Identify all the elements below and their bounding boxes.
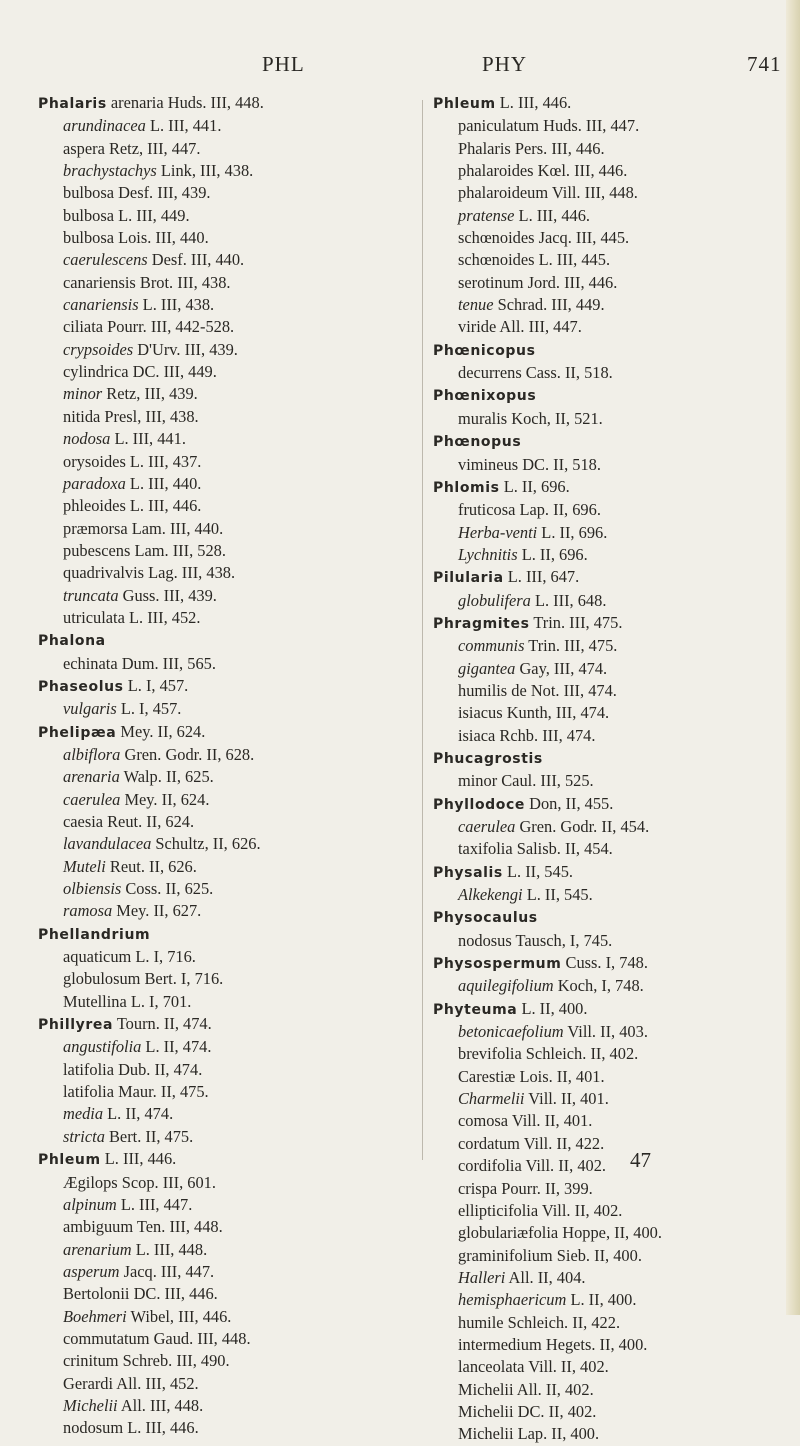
species-text: latifolia Dub. II, 474. <box>63 1059 203 1079</box>
species-entry <box>38 878 413 900</box>
species-entry <box>38 991 413 1013</box>
species-text: serotinum Jord. III, 446. <box>458 272 618 292</box>
running-header <box>0 52 800 92</box>
species-text: nodosa L. III, 441. <box>63 429 186 449</box>
genus-name: Phœnicopus <box>433 342 536 359</box>
species-text: Muteli Reut. II, 626. <box>63 856 197 876</box>
genus-entry <box>433 92 783 115</box>
genus-reference: Don, II, 455. <box>529 793 614 813</box>
species-entry <box>433 316 783 338</box>
species-text: Michelii Lap. II, 400. <box>458 1424 600 1444</box>
species-entry <box>38 451 413 473</box>
genus-reference: Cuss. I, 748. <box>565 953 648 973</box>
genus-reference: Trin. III, 475. <box>533 612 623 632</box>
species-text: viride All. III, 447. <box>458 317 582 337</box>
species-entry <box>38 1283 413 1305</box>
species-entry <box>38 946 413 968</box>
species-entry <box>433 249 783 271</box>
species-text: communis Trin. III, 475. <box>458 636 618 656</box>
species-text: phleoides L. III, 446. <box>63 496 202 516</box>
species-entry <box>38 339 413 361</box>
species-entry <box>38 1395 413 1417</box>
species-entry <box>433 702 783 724</box>
genus-reference: L. II, 696. <box>503 476 570 496</box>
species-entry <box>38 562 413 584</box>
species-text: lavandulacea Schultz, II, 626. <box>63 834 261 854</box>
species-entry <box>433 770 783 792</box>
species-entry <box>38 1350 413 1372</box>
species-text: caerulescens Desf. III, 440. <box>63 250 245 270</box>
species-text: truncata Guss. III, 439. <box>63 585 217 605</box>
species-text: schœnoides Jacq. III, 445. <box>458 228 630 248</box>
species-entry <box>38 1373 413 1395</box>
species-text: cordatum Vill. II, 422. <box>458 1133 605 1153</box>
species-entry <box>433 1110 783 1132</box>
species-text: bulbosa L. III, 449. <box>63 205 190 225</box>
genus-entry <box>433 476 783 499</box>
species-entry <box>433 1222 783 1244</box>
species-entry <box>433 522 783 544</box>
genus-entry <box>433 339 783 362</box>
species-text: orysoides L. III, 437. <box>63 451 202 471</box>
species-text: Michelii All. III, 448. <box>63 1395 204 1415</box>
species-entry <box>38 1417 413 1439</box>
genus-entry <box>433 906 783 929</box>
genus-reference: Tourn. II, 474. <box>116 1014 212 1034</box>
species-entry <box>38 698 413 720</box>
species-text: Carestiæ Lois. II, 401. <box>458 1066 605 1086</box>
genus-name: Phaseolus <box>38 678 124 695</box>
species-entry <box>433 1088 783 1110</box>
species-text: crinitum Schreb. III, 490. <box>63 1351 230 1371</box>
species-text: vulgaris L. I, 457. <box>63 699 182 719</box>
species-entry <box>433 1423 783 1445</box>
species-text: ellipticifolia Vill. II, 402. <box>458 1200 623 1220</box>
species-entry <box>433 1066 783 1088</box>
species-entry <box>38 1328 413 1350</box>
species-entry <box>433 1155 783 1177</box>
species-text: cordifolia Vill. II, 402. <box>458 1156 607 1176</box>
species-entry <box>433 1043 783 1065</box>
species-text: bulbosa Desf. III, 439. <box>63 183 211 203</box>
species-entry <box>433 205 783 227</box>
genus-entry <box>433 566 783 589</box>
species-text: lanceolata Vill. II, 402. <box>458 1357 609 1377</box>
species-entry <box>433 1021 783 1043</box>
species-entry <box>38 1306 413 1328</box>
species-entry <box>433 1356 783 1378</box>
species-text: Lychnitis L. II, 696. <box>458 544 588 564</box>
species-text: pubescens Lam. III, 528. <box>63 540 226 560</box>
species-text: brachystachys Link, III, 438. <box>63 161 254 181</box>
genus-reference: Mey. II, 624. <box>120 721 206 741</box>
species-text: brevifolia Schleich. II, 402. <box>458 1044 639 1064</box>
species-entry <box>38 518 413 540</box>
species-text: comosa Vill. II, 401. <box>458 1111 593 1131</box>
species-text: Gerardi All. III, 452. <box>63 1373 199 1393</box>
species-entry <box>38 1216 413 1238</box>
genus-entry <box>38 1148 413 1171</box>
species-entry <box>38 1059 413 1081</box>
species-entry <box>433 975 783 997</box>
species-text: tenue Schrad. III, 449. <box>458 295 605 315</box>
species-entry <box>433 884 783 906</box>
species-text: vimineus DC. II, 518. <box>458 454 601 474</box>
genus-name: Phragmites <box>433 615 530 632</box>
species-entry <box>38 856 413 878</box>
column-divider <box>422 100 423 1160</box>
species-entry <box>38 811 413 833</box>
species-text: aquilegifolium Koch, I, 748. <box>458 976 644 996</box>
species-text: præmorsa Lam. III, 440. <box>63 518 224 538</box>
genus-reference: L. II, 400. <box>521 998 588 1018</box>
species-text: angustifolia L. II, 474. <box>63 1037 212 1057</box>
species-text: Michelii All. II, 402. <box>458 1379 594 1399</box>
species-entry <box>433 1200 783 1222</box>
genus-reference: L. II, 545. <box>506 861 573 881</box>
species-text: olbiensis Coss. II, 625. <box>63 879 214 899</box>
species-entry <box>38 900 413 922</box>
species-entry <box>433 725 783 747</box>
species-entry <box>433 930 783 952</box>
species-text: nodosum L. III, 446. <box>63 1418 199 1438</box>
species-entry <box>38 361 413 383</box>
genus-name: Phleum <box>433 96 496 112</box>
species-entry <box>38 585 413 607</box>
species-text: paradoxa L. III, 440. <box>63 473 202 493</box>
genus-entry <box>38 675 413 698</box>
species-entry <box>38 1081 413 1103</box>
species-entry <box>433 1267 783 1289</box>
species-text: alpinum L. III, 447. <box>63 1194 193 1214</box>
species-text: albiflora Gren. Godr. II, 628. <box>63 744 255 764</box>
species-entry <box>38 160 413 182</box>
species-text: arenaria Walp. II, 625. <box>63 767 214 787</box>
species-entry <box>38 205 413 227</box>
species-entry <box>433 182 783 204</box>
species-text: globulosum Bert. I, 716. <box>63 969 224 989</box>
genus-entry <box>38 721 413 744</box>
species-text: echinata Dum. III, 565. <box>63 653 216 673</box>
species-text: Mutellina L. I, 701. <box>63 991 192 1011</box>
species-text: betonicaefolium Vill. II, 403. <box>458 1022 648 1042</box>
species-entry <box>433 408 783 430</box>
species-text: decurrens Cass. II, 518. <box>458 363 613 383</box>
species-text: minor Retz, III, 439. <box>63 384 198 404</box>
genus-name: Phalaris <box>38 96 107 112</box>
genus-name: Phleum <box>38 1152 101 1169</box>
species-text: graminifolium Sieb. II, 400. <box>458 1245 642 1265</box>
genus-reference: L. I, 457. <box>127 675 189 695</box>
species-text: Charmelii Vill. II, 401. <box>458 1089 609 1109</box>
genus-entry <box>433 998 783 1021</box>
species-text: gigantea Gay, III, 474. <box>458 658 608 678</box>
species-entry <box>38 115 413 137</box>
species-entry <box>38 968 413 990</box>
species-entry <box>38 789 413 811</box>
genus-reference: L. III, 647. <box>507 567 580 587</box>
species-entry <box>38 428 413 450</box>
species-entry <box>38 766 413 788</box>
genus-name: Physocaulus <box>433 910 538 927</box>
species-entry <box>433 227 783 249</box>
species-entry <box>433 816 783 838</box>
species-text: caesia Reut. II, 624. <box>63 812 195 831</box>
species-text: Michelii DC. II, 402. <box>458 1401 597 1421</box>
species-entry <box>38 1103 413 1125</box>
species-text: Ægilops Scop. III, 601. <box>63 1172 216 1192</box>
genus-name: Phelipæa <box>38 724 117 741</box>
species-text: muralis Koch, II, 521. <box>458 408 603 428</box>
species-entry <box>38 607 413 629</box>
genus-name: Phœnixopus <box>433 388 537 405</box>
species-text: quadrivalvis Lag. III, 438. <box>63 563 236 583</box>
species-text: crypsoides D'Urv. III, 439. <box>63 339 238 359</box>
species-text: phalaroideum Vill. III, 448. <box>458 183 638 203</box>
species-text: fruticosa Lap. II, 696. <box>458 500 601 520</box>
species-text: humilis de Not. III, 474. <box>458 680 617 700</box>
genus-reference: L. III, 446. <box>104 1149 177 1169</box>
genus-entry <box>433 861 783 884</box>
species-text: Herba-venti L. II, 696. <box>458 522 608 542</box>
species-text: crispa Pourr. II, 399. <box>458 1178 593 1198</box>
species-text: Bertolonii DC. III, 446. <box>63 1284 218 1304</box>
species-text: schœnoides L. III, 445. <box>458 250 611 270</box>
species-text: pratense L. III, 446. <box>458 205 591 225</box>
species-text: caerulea Mey. II, 624. <box>63 789 210 809</box>
species-text: globulifera L. III, 648. <box>458 590 607 610</box>
species-entry <box>38 473 413 495</box>
species-text: taxifolia Salisb. II, 454. <box>458 839 613 859</box>
species-text: Phalaris Pers. III, 446. <box>458 138 605 158</box>
species-text: Boehmeri Wibel, III, 446. <box>63 1306 232 1326</box>
species-text: caerulea Gren. Godr. II, 454. <box>458 817 650 836</box>
species-entry <box>38 1194 413 1216</box>
genus-name: Phyllodoce <box>433 796 526 813</box>
species-entry <box>433 499 783 521</box>
species-entry <box>433 544 783 566</box>
species-entry <box>38 383 413 405</box>
species-text: minor Caul. III, 525. <box>458 771 594 791</box>
page-signature: 47 <box>630 1148 651 1172</box>
species-entry <box>433 635 783 657</box>
species-text: phalaroides Kœl. III, 446. <box>458 161 628 181</box>
species-entry <box>38 495 413 517</box>
genus-name: Phœnopus <box>433 434 522 451</box>
genus-entry <box>433 793 783 816</box>
index-column-left <box>38 92 413 1440</box>
species-text: commutatum Gaud. III, 448. <box>63 1328 251 1348</box>
species-entry <box>38 1036 413 1058</box>
species-entry <box>433 138 783 160</box>
species-text: intermedium Hegets. II, 400. <box>458 1334 648 1354</box>
species-text: ramosa Mey. II, 627. <box>63 901 202 921</box>
genus-name: Phucagrostis <box>433 750 543 767</box>
species-entry <box>433 1133 783 1155</box>
species-text: utriculata L. III, 452. <box>63 607 201 627</box>
species-text: arenarium L. III, 448. <box>63 1239 208 1259</box>
species-entry <box>38 1172 413 1194</box>
species-entry <box>433 838 783 860</box>
species-text: cylindrica DC. III, 449. <box>63 362 217 382</box>
species-entry <box>433 1178 783 1200</box>
genus-name: Phalona <box>38 633 106 650</box>
species-text: canariensis L. III, 438. <box>63 295 215 315</box>
species-text: Alkekengi L. II, 545. <box>458 885 593 905</box>
page-edge <box>786 0 800 1315</box>
species-entry <box>38 182 413 204</box>
genus-name: Phillyrea <box>38 1017 113 1034</box>
index-column-right <box>433 92 783 1446</box>
species-entry <box>38 1261 413 1283</box>
species-text: bulbosa Lois. III, 440. <box>63 228 209 248</box>
species-entry <box>38 249 413 271</box>
species-text: stricta Bert. II, 475. <box>63 1126 194 1146</box>
genus-name: Physalis <box>433 864 503 881</box>
genus-entry <box>38 629 413 652</box>
genus-name: Pilularia <box>433 570 504 587</box>
header-page-number: 741 <box>747 52 782 76</box>
header-left: PHL <box>262 52 305 76</box>
species-entry <box>433 362 783 384</box>
species-entry <box>433 1401 783 1423</box>
species-text: ambiguum Ten. III, 448. <box>63 1217 223 1237</box>
species-text: media L. II, 474. <box>63 1104 174 1124</box>
species-entry <box>433 1334 783 1356</box>
species-text: hemisphaericum L. II, 400. <box>458 1290 637 1310</box>
species-entry <box>38 744 413 766</box>
header-center: PHY <box>482 52 528 76</box>
species-entry <box>433 1379 783 1401</box>
species-text: humile Schleich. II, 422. <box>458 1312 621 1332</box>
species-entry <box>38 1239 413 1261</box>
genus-name: Phlomis <box>433 479 500 496</box>
species-entry <box>38 227 413 249</box>
genus-reference: L. III, 446. <box>499 93 572 112</box>
species-text: asperum Jacq. III, 447. <box>63 1261 215 1281</box>
genus-entry <box>433 430 783 453</box>
genus-entry <box>38 92 413 115</box>
species-text: Halleri All. II, 404. <box>458 1267 586 1287</box>
species-entry <box>38 1126 413 1148</box>
species-text: isiaca Rchb. III, 474. <box>458 725 596 745</box>
species-entry <box>38 833 413 855</box>
genus-reference: arenaria Huds. III, 448. <box>110 93 264 112</box>
species-text: canariensis Brot. III, 438. <box>63 272 231 292</box>
species-entry <box>433 658 783 680</box>
genus-entry <box>38 1013 413 1036</box>
genus-name: Phellandrium <box>38 926 151 943</box>
species-entry <box>433 272 783 294</box>
species-entry <box>38 653 413 675</box>
genus-entry <box>433 612 783 635</box>
species-text: nodosus Tausch, I, 745. <box>458 930 613 950</box>
species-text: arundinacea L. III, 441. <box>63 116 222 136</box>
species-entry <box>433 680 783 702</box>
genus-entry <box>38 923 413 946</box>
species-text: isiacus Kunth, III, 474. <box>458 703 610 723</box>
species-text: paniculatum Huds. III, 447. <box>458 116 640 136</box>
species-entry <box>433 1245 783 1267</box>
species-entry <box>38 138 413 160</box>
genus-entry <box>433 747 783 770</box>
species-entry <box>433 590 783 612</box>
genus-entry <box>433 384 783 407</box>
species-entry <box>38 316 413 338</box>
species-text: globulariæfolia Hoppe, II, 400. <box>458 1223 662 1243</box>
species-entry <box>433 115 783 137</box>
genus-name: Phyteuma <box>433 1001 518 1018</box>
species-text: ciliata Pourr. III, 442-528. <box>63 317 235 337</box>
species-text: aquaticum L. I, 716. <box>63 947 196 967</box>
species-entry <box>38 294 413 316</box>
species-text: latifolia Maur. II, 475. <box>63 1082 209 1102</box>
species-entry <box>38 540 413 562</box>
species-entry <box>433 160 783 182</box>
species-entry <box>433 1289 783 1311</box>
species-entry <box>433 454 783 476</box>
species-entry <box>433 294 783 316</box>
species-entry <box>38 406 413 428</box>
species-text: aspera Retz, III, 447. <box>63 138 201 158</box>
genus-name: Physospermum <box>433 956 562 973</box>
genus-entry <box>433 952 783 975</box>
species-entry <box>38 272 413 294</box>
species-text: nitida Presl, III, 438. <box>63 406 199 426</box>
